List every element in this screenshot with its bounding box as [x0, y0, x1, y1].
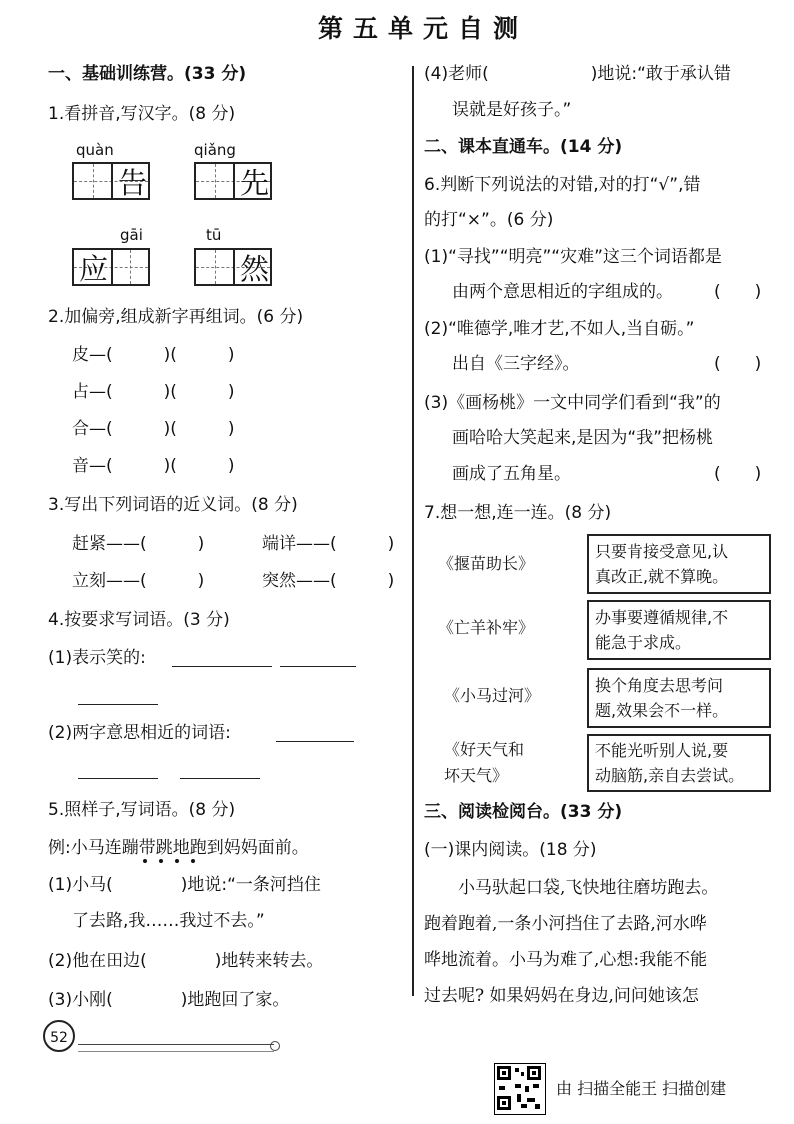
answer-line[interactable]: [180, 778, 260, 779]
q6-item-3-cont2: 画成了五角星。: [452, 464, 571, 484]
q5-item-1-cont: 了去路,我……我过不去。”: [72, 911, 265, 931]
emphasis-dot: [159, 859, 163, 863]
q6-item-1: (1)“寻找”“明亮”“灾难”这三个词语都是: [424, 247, 722, 267]
answer-line[interactable]: [78, 704, 158, 705]
idiom-4[interactable]: 《好天气和: [444, 740, 525, 759]
q2-prompt: 2.加偏旁,组成新字再组词。(6 分): [48, 307, 304, 327]
pinyin-1: quàn: [76, 141, 114, 159]
section-1-heading: 一、基础训练营。(33 分): [48, 64, 247, 84]
emphasis-dot: [175, 859, 179, 863]
char-box-2[interactable]: [194, 162, 272, 200]
passage-line-2: 跑着跑着,一条小河挡住了去路,河水哗: [424, 914, 707, 934]
char-2: 先: [239, 166, 269, 200]
column-divider: [412, 66, 414, 996]
answer-line[interactable]: [280, 666, 356, 667]
q2-row-2[interactable]: 占—( )( ): [72, 382, 235, 402]
page-title: 第五单元自测: [318, 14, 529, 43]
q5-item-1[interactable]: (1)小马( )地说:“一条河挡住: [48, 875, 321, 895]
page-number: 52: [43, 1020, 75, 1052]
answer-line[interactable]: [276, 741, 354, 742]
char-4: 然: [239, 252, 269, 286]
q3-prompt: 3.写出下列词语的近义词。(8 分): [48, 495, 298, 515]
subsection-1-heading: (一)课内阅读。(18 分): [424, 840, 597, 860]
answer-line[interactable]: [172, 666, 272, 667]
char-box-3[interactable]: [72, 248, 150, 286]
idiom-2[interactable]: 《亡羊补牢》: [438, 618, 535, 637]
q6-prompt-cont: 的打“×”。(6 分): [424, 210, 554, 230]
answer-paren[interactable]: ( ): [714, 464, 762, 484]
q6-item-1-cont: 由两个意思相近的字组成的。: [452, 282, 673, 302]
pinyin-2: qiǎng: [194, 141, 236, 159]
q6-prompt: 6.判断下列说法的对错,对的打“√”,错: [424, 175, 701, 195]
meaning-box-2[interactable]: 办事要遵循规律,不 能急于求成。: [587, 600, 771, 660]
emphasis-dot: [191, 859, 195, 863]
pinyin-3: gāi: [120, 226, 143, 244]
scan-watermark: 由 扫描全能王 扫描创建: [556, 1079, 727, 1098]
idiom-1[interactable]: 《揠苗助长》: [438, 554, 535, 573]
meaning-box-1[interactable]: 只要肯接受意见,认 真改正,就不算晚。: [587, 534, 771, 594]
char-box-4[interactable]: [194, 248, 272, 286]
q4-item-1: (1)表示笑的:: [48, 648, 146, 668]
q2-row-3[interactable]: 合—( )( ): [72, 419, 235, 439]
q3-item-2[interactable]: 端详——( ): [262, 534, 395, 554]
q4-prompt: 4.按要求写词语。(3 分): [48, 610, 230, 630]
meaning-box-3[interactable]: 换个角度去思考问 题,效果会不一样。: [587, 668, 771, 728]
idiom-4-cont: 坏天气》: [444, 766, 509, 785]
q5-example: 例:小马连蹦带跳地跑到妈妈面前。: [48, 838, 309, 858]
q7-prompt: 7.想一想,连一连。(8 分): [424, 503, 612, 523]
qr-code-icon: [494, 1063, 546, 1115]
q3-item-3[interactable]: 立刻——( ): [72, 571, 205, 591]
q3-item-1[interactable]: 赶紧——( ): [72, 534, 205, 554]
answer-line[interactable]: [78, 778, 158, 779]
footer-decoration-end: [270, 1041, 280, 1051]
q5-item-4-cont: 误就是好孩子。”: [452, 100, 572, 120]
char-1: 告: [117, 166, 147, 200]
meaning-box-4[interactable]: 不能光听别人说,要 动脑筋,亲自去尝试。: [587, 734, 771, 792]
char-3: 应: [78, 252, 108, 286]
answer-paren[interactable]: ( ): [714, 354, 762, 374]
passage-line-3: 哗地流着。小马为难了,心想:我能不能: [424, 950, 708, 970]
q4-item-2: (2)两字意思相近的词语:: [48, 723, 231, 743]
q2-row-4[interactable]: 音—( )( ): [72, 456, 235, 476]
q1-prompt: 1.看拼音,写汉字。(8 分): [48, 104, 236, 124]
footer-decoration: [78, 1044, 274, 1052]
idiom-3[interactable]: 《小马过河》: [444, 686, 541, 705]
q6-item-3-cont: 画哈哈大笑起来,是因为“我”把杨桃: [452, 428, 714, 448]
q5-item-2[interactable]: (2)他在田边( )地转来转去。: [48, 951, 324, 971]
q5-item-3[interactable]: (3)小刚( )地跑回了家。: [48, 990, 290, 1010]
q5-item-4[interactable]: (4)老师( )地说:“敢于承认错: [424, 64, 731, 84]
char-box-1[interactable]: [72, 162, 150, 200]
q6-item-3: (3)《画杨桃》一文中同学们看到“我”的: [424, 393, 721, 413]
q5-prompt: 5.照样子,写词语。(8 分): [48, 800, 236, 820]
emphasis-dot: [143, 859, 147, 863]
passage-line-4: 过去呢? 如果妈妈在身边,问问她该怎: [424, 986, 699, 1006]
q3-item-4[interactable]: 突然——( ): [262, 571, 395, 591]
q2-row-1[interactable]: 皮—( )( ): [72, 345, 235, 365]
section-3-heading: 三、阅读检阅台。(33 分): [424, 802, 623, 822]
q6-item-2-cont: 出自《三字经》。: [452, 354, 580, 374]
passage-line-1: 小马驮起口袋,飞快地往磨坊跑去。: [424, 878, 719, 898]
answer-paren[interactable]: ( ): [714, 282, 762, 302]
q6-item-2: (2)“唯德学,唯才艺,不如人,当自砺。”: [424, 319, 695, 339]
section-2-heading: 二、课本直通车。(14 分): [424, 137, 623, 157]
pinyin-4: tū: [206, 226, 222, 244]
